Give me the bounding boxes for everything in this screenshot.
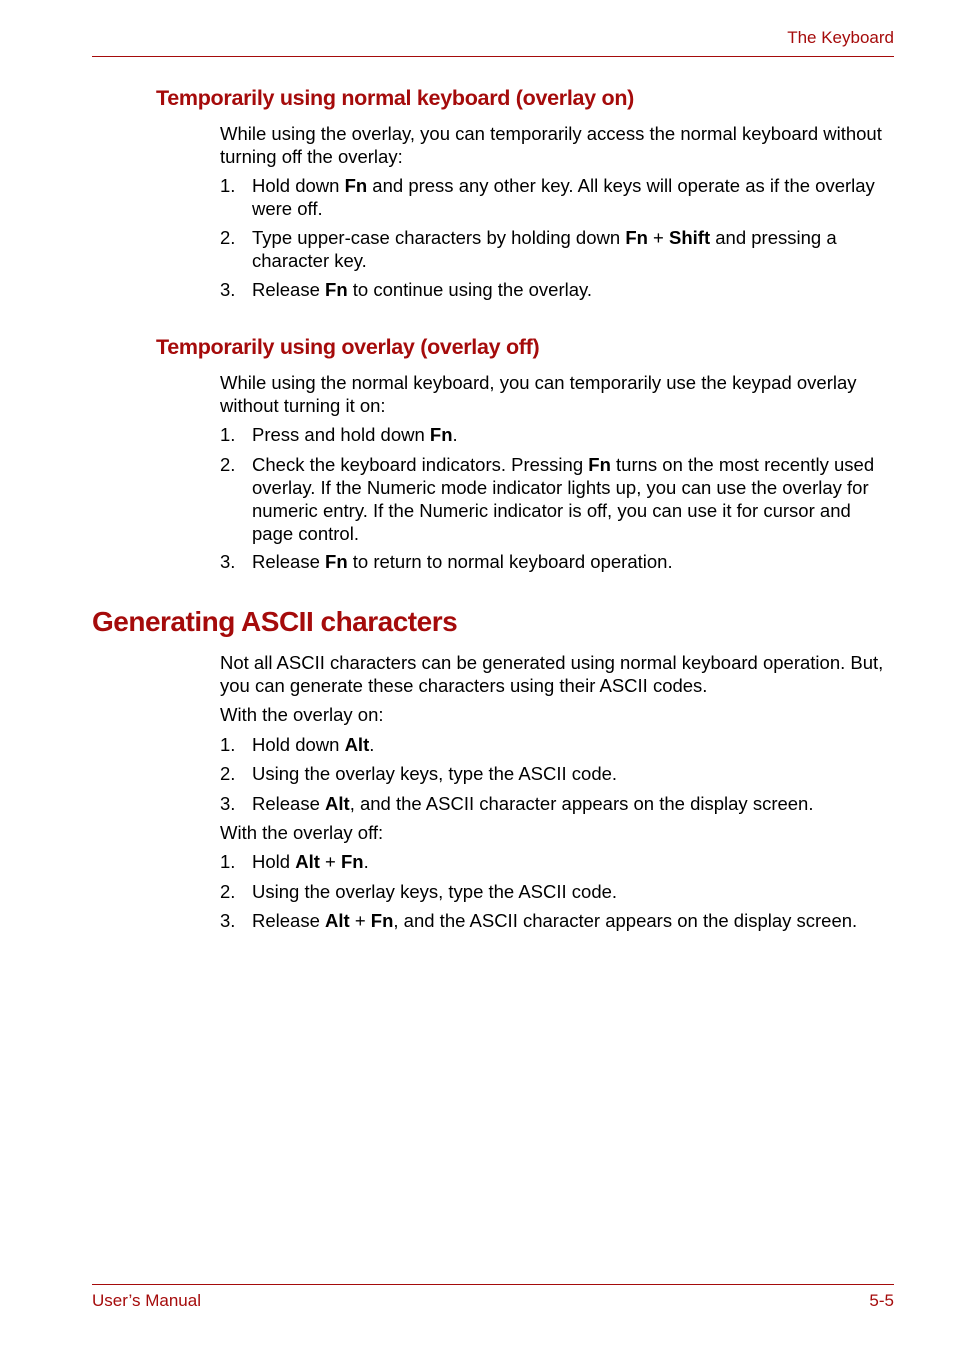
list-text: Release Alt + Fn, and the ASCII character appears on the display screen. — [252, 910, 858, 931]
overlay-on-label: With the overlay on: — [220, 704, 384, 725]
key-name: Fn — [344, 175, 368, 196]
key-name: Fn — [340, 851, 364, 872]
list-number: 1. — [220, 734, 236, 755]
key-name: Alt — [325, 910, 350, 931]
list-number: 3. — [220, 910, 236, 931]
list-number: 2. — [220, 227, 236, 248]
section-heading-ascii: Generating ASCII characters — [92, 606, 458, 637]
list-text: Release Fn to return to normal keyboard operation. — [252, 551, 673, 572]
key-name: Alt — [344, 734, 370, 755]
footer-page-number: 5-5 — [869, 1291, 894, 1310]
key-name: Shift — [669, 227, 711, 248]
page-header-title: The Keyboard — [787, 28, 894, 47]
section-heading-overlay-off: Temporarily using overlay (overlay off) — [156, 335, 540, 359]
list-text: Check the keyboard indicators. Pressing Fn turns on the most recently used overlay. If the Numeric mode indicator lights up, you can use the overlay for numeric entry. If the Numeric indicator is off, you can use it for cursor and page control. — [252, 454, 875, 544]
footer-rule — [92, 1284, 894, 1285]
list-number: 2. — [220, 454, 236, 475]
key-name: Fn — [370, 910, 394, 931]
list-text: Hold Alt + Fn. — [252, 851, 369, 872]
section2-intro: While using the normal keyboard, you can temporarily use the keypad overlay without turning it on: — [220, 372, 857, 416]
list-number: 1. — [220, 851, 236, 872]
list-number: 1. — [220, 424, 236, 445]
list-text: Release Alt, and the ASCII character appears on the display screen. — [252, 793, 814, 814]
section1-intro: While using the overlay, you can temporarily access the normal keyboard without turning off the overlay: — [220, 123, 882, 167]
list-text: Using the overlay keys, type the ASCII code. — [252, 881, 618, 902]
key-name: Fn — [325, 551, 348, 572]
section-heading-overlay-on: Temporarily using normal keyboard (overlay on) — [156, 86, 635, 110]
list-text: Type upper-case characters by holding down Fn + Shift and pressing a character key. — [252, 227, 837, 271]
list-number: 3. — [220, 551, 236, 572]
list-number: 3. — [220, 279, 236, 300]
section3-intro: Not all ASCII characters can be generated using normal keyboard operation. But, you can generate these characters using their ASCII codes. — [220, 652, 884, 696]
key-name: Fn — [325, 279, 348, 300]
key-name: Fn — [625, 227, 648, 248]
list-text: Using the overlay keys, type the ASCII code. — [252, 763, 618, 784]
list-text: Hold down Alt. — [252, 734, 375, 755]
overlay-off-label: With the overlay off: — [220, 822, 384, 843]
list-number: 1. — [220, 175, 236, 196]
list-number: 3. — [220, 793, 236, 814]
footer-manual-title: User’s Manual — [92, 1291, 201, 1310]
list-text: Release Fn to continue using the overlay. — [252, 279, 593, 300]
key-name: Alt — [295, 851, 320, 872]
list-text: Hold down Fn and press any other key. All keys will operate as if the overlay were off. — [252, 175, 875, 219]
list-text: Press and hold down Fn. — [252, 424, 458, 445]
key-name: Fn — [588, 454, 611, 475]
list-number: 2. — [220, 881, 236, 902]
key-name: Fn — [429, 424, 453, 445]
key-name: Alt — [325, 793, 350, 814]
list-number: 2. — [220, 763, 236, 784]
header-rule — [92, 56, 894, 57]
